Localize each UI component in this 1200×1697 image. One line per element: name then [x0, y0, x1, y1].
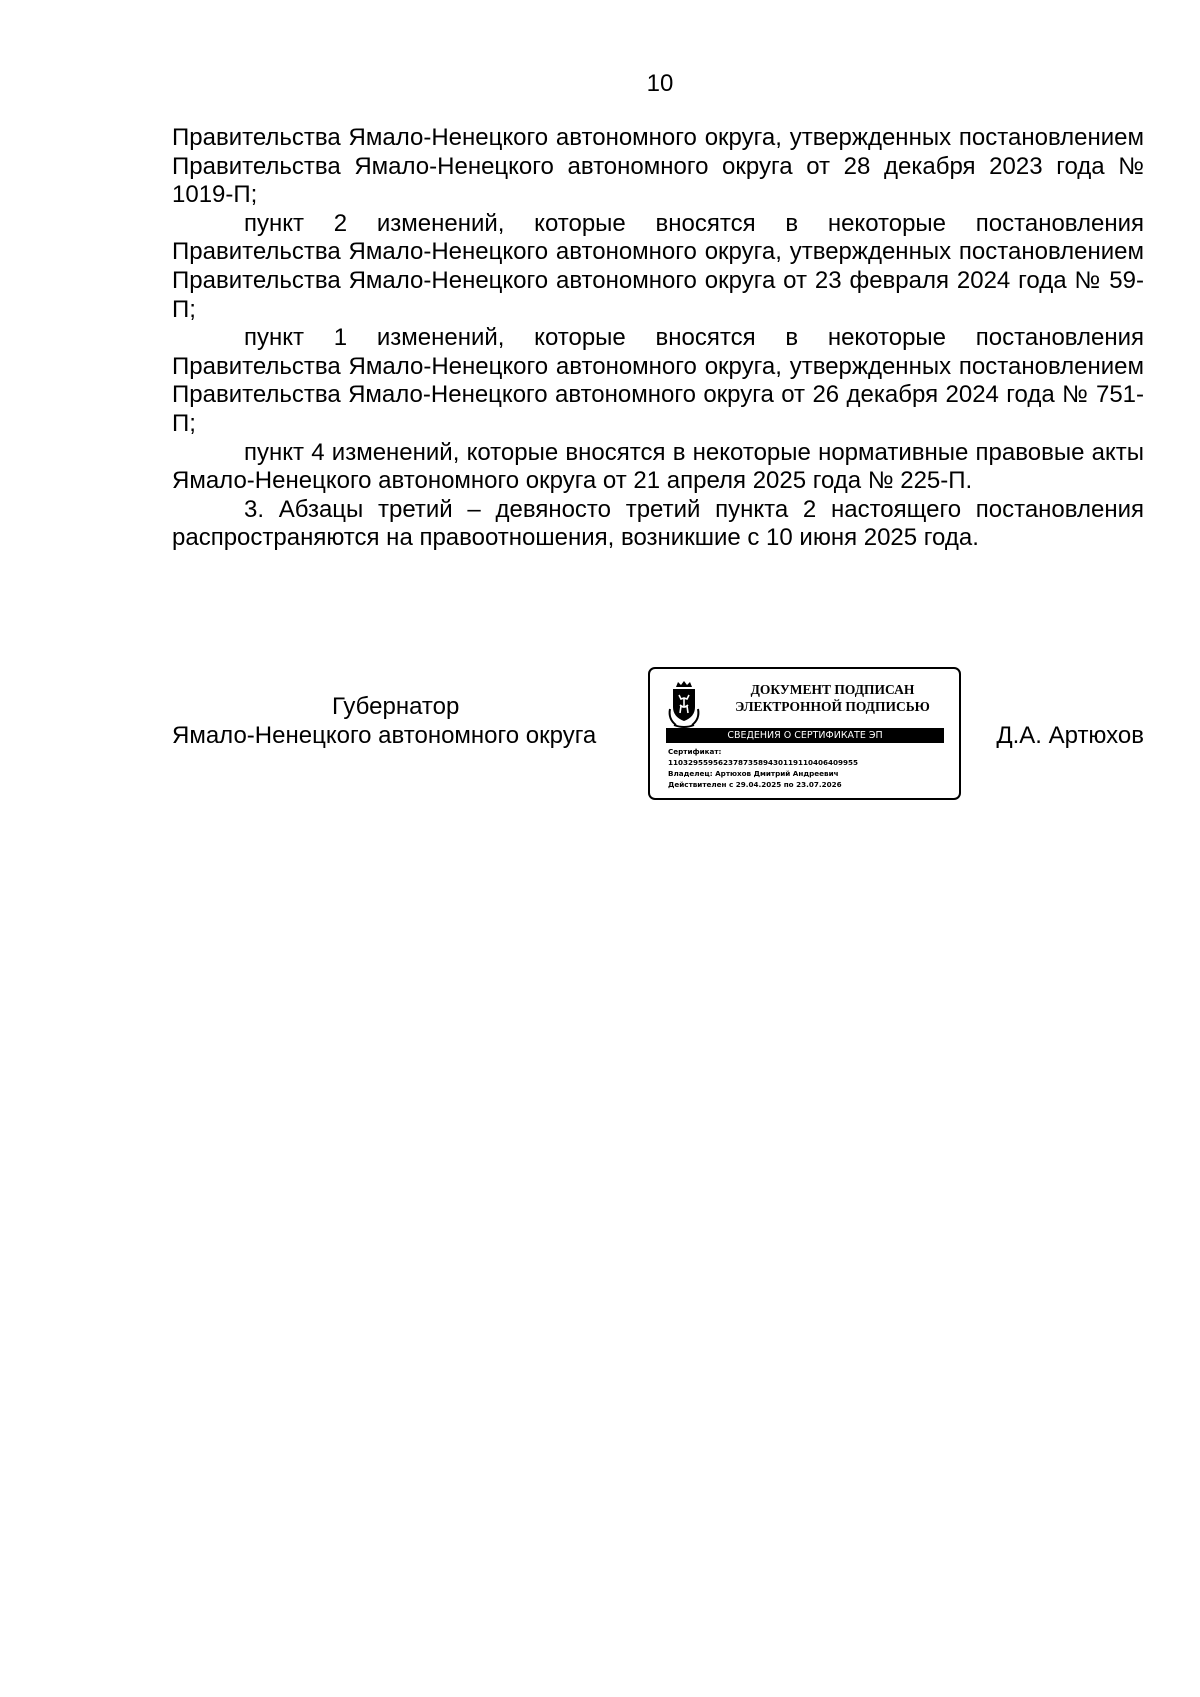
certificate-owner: Владелец: Артюхов Дмитрий Андреевич — [668, 769, 839, 778]
certificate-label: Сертификат: — [668, 747, 722, 756]
signature-block — [172, 667, 1144, 807]
stamp-heading-line1: ДОКУМЕНТ ПОДПИСАН — [750, 682, 915, 697]
paragraph-item-point-4: пункт 4 изменений, которые вносятся в некоторые нормативные правовые акты Ямало-Ненецкого автономного округа от 21 апреля 2025 года № 225-П. — [172, 438, 1144, 495]
certificate-number: 11032955956237873589430119110406409955 — [668, 758, 859, 767]
document-body — [172, 124, 1144, 553]
certificate-info-bar: СВЕДЕНИЯ О СЕРТИФИКАТЕ ЭП — [666, 728, 944, 743]
stamp-heading-line2: ЭЛЕКТРОННОЙ ПОДПИСЬЮ — [735, 699, 930, 714]
signatory-position — [172, 693, 638, 750]
signer-name: Д.А. Артюхов — [996, 722, 1144, 749]
signatory-position-line2: Ямало-Ненецкого автономного округа — [172, 721, 597, 749]
yanao-coat-of-arms-icon — [664, 679, 704, 731]
paragraph-item-point-1: пункт 1 изменений, которые вносятся в некоторые постановления Правительства Ямало-Ненецкого автономного округа, утвержденных постановлением Правительства Ямало-Ненецкого автономного округа от 26 декабря 2024 года № 751-П; — [172, 324, 1144, 437]
paragraph-continuation: Правительства Ямало-Ненецкого автономного округа, утвержденных постановлением Правительства Ямало-Ненецкого автономного округа от 28 декабря 2023 года № 1019-П; — [172, 124, 1144, 209]
page-number: 10 — [646, 70, 674, 97]
stamp-heading — [710, 681, 955, 715]
certificate-details — [668, 746, 953, 790]
signatory-position-line1: Губернатор — [332, 693, 460, 720]
electronic-signature-stamp — [648, 667, 961, 800]
paragraph-item-point-2: пункт 2 изменений, которые вносятся в некоторые постановления Правительства Ямало-Ненецкого автономного округа, утвержденных постановлением Правительства Ямало-Ненецкого автономного округа от 23 февраля 2024 года № 59-П; — [172, 209, 1144, 323]
certificate-validity: Действителен с 29.04.2025 по 23.07.2026 — [668, 780, 842, 789]
paragraph-clause-3: 3. Абзацы третий – девяносто третий пункта 2 настоящего постановления распространяются на правоотношения, возникшие с 10 июня 2025 года. — [172, 495, 1144, 552]
